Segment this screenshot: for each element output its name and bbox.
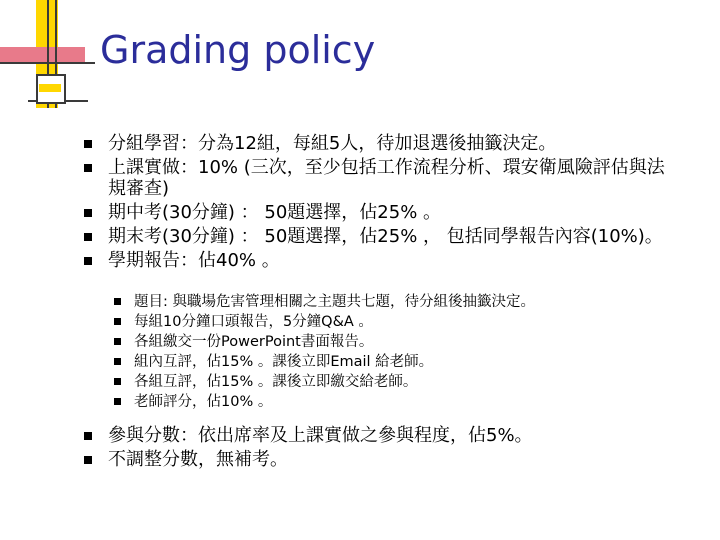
list-item	[82, 449, 682, 470]
sub-list-item	[112, 292, 672, 312]
sub-list-item	[112, 332, 672, 352]
square-bullet-icon	[84, 456, 92, 464]
list-item-text: 不調整分數，無補考。	[108, 449, 288, 470]
square-bullet-icon	[84, 432, 92, 440]
square-bullet-icon	[114, 318, 121, 325]
list-item-text: 期中考(30分鐘) ： 50題選擇，佔25% 。	[108, 202, 442, 223]
square-bullet-icon	[114, 378, 121, 385]
list-item	[82, 250, 682, 271]
decoration-pink-bar	[0, 47, 85, 62]
square-bullet-icon	[84, 257, 92, 265]
square-bullet-icon	[114, 298, 121, 305]
sub-list-item	[112, 372, 672, 392]
decoration-square-fill	[39, 84, 61, 92]
list-item	[82, 133, 682, 154]
sub-list-item	[112, 352, 672, 372]
sub-list-item-text: 各組互評，佔15% 。課後立即繳交給老師。	[134, 374, 418, 390]
square-bullet-icon	[114, 358, 121, 365]
slide-title: Grading policy	[100, 28, 376, 72]
list-item-text: 分組學習：分為12組，每組5人，待加退選後抽籤決定。	[108, 133, 557, 154]
square-bullet-icon	[84, 140, 92, 148]
list-item-text: 學期報告：佔40% 。	[108, 250, 280, 271]
sub-bullet-list	[112, 292, 672, 412]
list-item-text: 期末考(30分鐘) ： 50題選擇，佔25% ， 包括同學報告內容(10%)。	[108, 226, 663, 247]
square-bullet-icon	[114, 398, 121, 405]
list-item-text: 上課實做：10% (三次，至少包括工作流程分析、環安衛風險評估與法規審查)	[108, 157, 665, 199]
sub-list-item-text: 題目: 與職場危害管理相關之主題共七題，待分組後抽籤決定。	[134, 294, 535, 310]
sub-list-item	[112, 392, 672, 412]
square-bullet-icon	[114, 338, 121, 345]
square-bullet-icon	[84, 164, 92, 172]
list-item	[82, 425, 682, 446]
sub-list-item-text: 每組10分鐘口頭報告，5分鐘Q&A 。	[134, 314, 373, 330]
sub-list-item-text: 組內互評，佔15% 。課後立即Email 給老師。	[134, 354, 434, 370]
list-item	[82, 226, 682, 247]
list-item	[82, 202, 682, 223]
list-item-text: 參與分數：依出席率及上課實做之參與程度，佔5%。	[108, 425, 533, 446]
main-bullet-list-continued	[82, 425, 682, 473]
square-bullet-icon	[84, 209, 92, 217]
sub-list-item-text: 各組繳交一份PowerPoint書面報告。	[134, 334, 374, 350]
sub-list-item	[112, 312, 672, 332]
sub-list-item-text: 老師評分，佔10% 。	[134, 394, 273, 410]
main-bullet-list	[82, 133, 682, 274]
square-bullet-icon	[84, 233, 92, 241]
list-item	[82, 157, 682, 199]
